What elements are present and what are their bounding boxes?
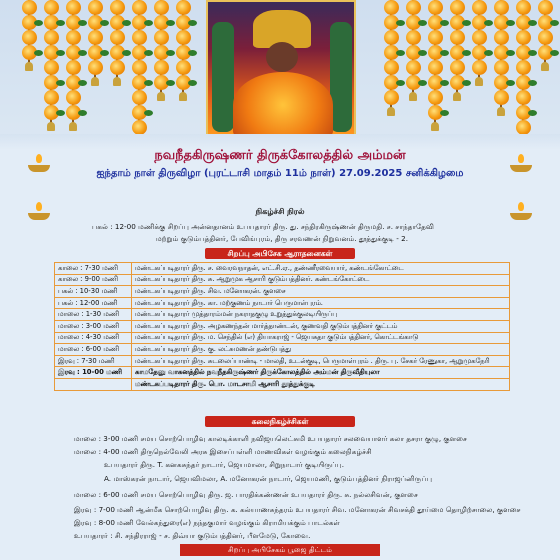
garland-leaf xyxy=(528,50,537,56)
footer-heading: சிறப்பு அபிசேகம் பூஜை திட்டம் xyxy=(180,544,380,556)
marigold-flower xyxy=(450,30,465,45)
cultural-line: இரவு : 8-00 மணி வேல்கந்துரை(எ) நந்தகுமார் வழங்கும் கிராமியக்கும் பாடல்கள் xyxy=(74,518,341,527)
garland-leaf xyxy=(78,50,87,56)
garland-leaf xyxy=(484,20,493,26)
garland-leaf xyxy=(506,50,515,56)
marigold-flower xyxy=(538,30,553,45)
bell-icon xyxy=(179,92,187,101)
schedule-desc: மண்டகப்படிதாரர் திரு. ம. செந்தில் (எ) தியாகராஜ் - ஜெயசுதா குடும்பத்தினர், கொட்டங்காடு xyxy=(132,332,510,344)
deity-image xyxy=(206,0,356,138)
bell-icon xyxy=(69,122,77,131)
marigold-flower xyxy=(44,60,59,75)
marigold-flower xyxy=(516,90,531,105)
garland-leaf xyxy=(462,20,471,26)
deity-garland xyxy=(233,72,333,138)
schedule-row xyxy=(55,378,510,390)
marigold-flower xyxy=(384,60,399,75)
schedule-desc: காமதேனு வாகனத்தில் நவநீதகிருஷ்ணர் திருக்கோலத்தில் அம்மன் திருவீதியுலா xyxy=(132,367,510,379)
marigold-flower xyxy=(494,90,509,105)
annadanam-line1: பகல் : 12-00 மணிக்கு சிறப்பு அன்னதானம் உபயதாரர் திரு. து. சந்திரகிருஷ்ணன் திருமதி. ச. சாந்தாதேவி xyxy=(92,222,435,231)
marigold-flower xyxy=(494,0,509,15)
schedule-desc: மண்டகப்படிதாரர் திரு. கா. மற்குணம் நாடார் பெருமாள்புரம். xyxy=(132,297,510,309)
marigold-flower xyxy=(428,30,443,45)
schedule-time: மாலை : 1-30 மணி xyxy=(55,309,132,321)
marigold-flower xyxy=(472,30,487,45)
schedule-desc: மண்டகப்படிதாரர் திரு. ச. வைரவநாதன், எட்.சி.ஏ., தண்ணீரவையார், கண்டங்கோட்டை xyxy=(132,263,510,275)
schedule-time: இரவு : 7-30 மணி xyxy=(55,355,132,367)
schedule-row xyxy=(55,297,510,309)
marigold-flower xyxy=(176,30,191,45)
garland-leaf xyxy=(440,110,449,116)
cultural-line: உபயதாரர் திரு. T. கனகசுந்தர் நாடார், ஜெயமாலா, சிறுநாடார் குடியிருப்பு. xyxy=(104,460,344,469)
marigold-flower xyxy=(406,60,421,75)
annadanam-line2: மற்றும் குடும்பத்தினர், பேவிங்புரம், திரு சரவணன் நிறுவனம். தூத்துக்குடி - 2. xyxy=(156,234,408,243)
garland-leaf xyxy=(188,50,197,56)
marigold-flower xyxy=(384,30,399,45)
cultural-line: மாலை : 4-00 மணி திருநெல்வேலி அரசு இசைப்பள்ளி மாணவிகள் வழங்கும் கலைநிகழ்ச்சி xyxy=(74,447,372,456)
marigold-flower xyxy=(406,30,421,45)
garland-leaf xyxy=(550,20,559,26)
marigold-flower xyxy=(110,30,125,45)
marigold-flower xyxy=(428,60,443,75)
garland-leaf xyxy=(396,80,405,86)
schedule-row xyxy=(55,263,510,275)
bell-icon xyxy=(497,107,505,116)
schedule-desc: மண்டகப்படிதாரர் திரு. சிவ. மனோகரன். குளசை xyxy=(132,286,510,298)
decor-right xyxy=(330,22,352,132)
marigold-flower xyxy=(44,0,59,15)
decor-left xyxy=(212,22,234,132)
marigold-flower xyxy=(516,60,531,75)
schedule-time: பகல் : 10-30 மணி xyxy=(55,286,132,298)
schedule-row xyxy=(55,367,510,379)
marigold-flower xyxy=(406,0,421,15)
bell-icon xyxy=(387,107,395,116)
garland-leaf xyxy=(528,80,537,86)
schedule-time: மாலை : 4-30 மணி xyxy=(55,332,132,344)
marigold-flower xyxy=(472,0,487,15)
bell-icon xyxy=(409,92,417,101)
bell-icon xyxy=(431,122,439,131)
marigold-flower xyxy=(88,30,103,45)
marigold-flower xyxy=(110,0,125,15)
garland-leaf xyxy=(144,110,153,116)
marigold-flower xyxy=(384,0,399,15)
marigold-flower xyxy=(516,120,531,135)
cultural-heading: கலைநிகழ்ச்சிகள் xyxy=(205,416,355,427)
cultural-line: உபயதாரர் : சி. சந்திரராஜ் - ச. திவ்யா குடும்பத்தினர், பீளமேடு, கோவை. xyxy=(74,531,311,540)
bell-icon xyxy=(157,92,165,101)
marigold-flower xyxy=(516,30,531,45)
schedule-row xyxy=(55,286,510,298)
marigold-flower xyxy=(132,30,147,45)
garland-leaf xyxy=(122,20,131,26)
bell-icon xyxy=(541,62,549,71)
marigold-flower xyxy=(88,60,103,75)
garland-leaf xyxy=(396,20,405,26)
schedule-desc: மண்டகப்படிதாரர் திரு. கு. லட்சுமணன் தண்டுபத்து xyxy=(132,344,510,356)
garland-leaf xyxy=(78,80,87,86)
abhishekam-heading: சிறப்பு அபிசேக ஆராதனைகள் xyxy=(205,248,355,259)
garland-leaf xyxy=(188,80,197,86)
marigold-flower xyxy=(132,60,147,75)
marigold-flower xyxy=(132,120,147,135)
garland-leaf xyxy=(166,20,175,26)
garland-leaf xyxy=(440,20,449,26)
marigold-flower xyxy=(22,30,37,45)
garland-leaf xyxy=(166,80,175,86)
garland-leaf xyxy=(550,50,559,56)
marigold-flower xyxy=(538,0,553,15)
schedule-row xyxy=(55,274,510,286)
garland-leaf xyxy=(462,50,471,56)
garland-leaf xyxy=(144,50,153,56)
garland-leaf xyxy=(78,20,87,26)
marigold-flower xyxy=(450,60,465,75)
schedule-time: பகல் : 12-00 மணி xyxy=(55,297,132,309)
bell-icon xyxy=(91,77,99,86)
schedule-table xyxy=(54,262,510,391)
schedule-row xyxy=(55,332,510,344)
marigold-flower xyxy=(176,0,191,15)
garland-leaf xyxy=(166,50,175,56)
garland-leaf xyxy=(34,50,43,56)
schedule-desc: மண்டகப்படிதாரர் திரு. சு. ஆறுமுக ஆசாரி குடும்பத்தினர். கண்டங்கோட்டை xyxy=(132,274,510,286)
marigold-flower xyxy=(428,0,443,15)
marigold-flower xyxy=(66,0,81,15)
schedule-desc: மண்டகப்படிதாரர் திரு. பொ. மாடசாமி ஆசாரி தூத்துக்குடி xyxy=(132,378,510,390)
schedule-row xyxy=(55,355,510,367)
page-title: நவநீதகிருஷ்ணர் திருக்கோலத்தில் அம்மன் xyxy=(154,148,406,163)
marigold-flower xyxy=(88,0,103,15)
bell-icon xyxy=(25,62,33,71)
garland-leaf xyxy=(528,20,537,26)
deity-face xyxy=(266,42,298,72)
garland-leaf xyxy=(100,20,109,26)
garland-leaf xyxy=(440,50,449,56)
marigold-flower xyxy=(132,0,147,15)
garland-leaf xyxy=(144,20,153,26)
schedule-row xyxy=(55,344,510,356)
schedule-time: மாலை : 6-00 மணி xyxy=(55,344,132,356)
garland-leaf xyxy=(144,80,153,86)
garland-leaf xyxy=(418,50,427,56)
cultural-line: மாலை : 6-00 மணி சமய சொற்பொழிவு திரு. ஜ. பாரதிக்கண்ணன் உபயதாரர் திரு. சு. நல்லசிவன், குளசை xyxy=(74,490,418,499)
garland-leaf xyxy=(506,20,515,26)
program-heading: நிகழ்ச்சி நிரல் xyxy=(255,207,305,216)
marigold-flower xyxy=(110,60,125,75)
schedule-time xyxy=(55,378,132,390)
marigold-flower xyxy=(450,0,465,15)
garland-leaf xyxy=(418,20,427,26)
top-banner xyxy=(0,0,560,142)
schedule-desc: மண்டகப்படிதாரர் முத்தாரம்மன் நகராதகுழு உறுத்துக்குலடியிருப்பு xyxy=(132,309,510,321)
marigold-flower xyxy=(22,0,37,15)
garland-leaf xyxy=(56,110,65,116)
garland-leaf xyxy=(78,110,87,116)
bell-icon xyxy=(113,77,121,86)
schedule-time: இரவு : 10-00 மணி xyxy=(55,367,132,379)
garland-leaf xyxy=(56,20,65,26)
garland-leaf xyxy=(188,20,197,26)
marigold-flower xyxy=(44,30,59,45)
schedule-time: காலை : 7-30 மணி xyxy=(55,263,132,275)
garland-leaf xyxy=(484,50,493,56)
garland-leaf xyxy=(528,110,537,116)
marigold-flower xyxy=(154,30,169,45)
bell-icon xyxy=(453,92,461,101)
garland-leaf xyxy=(56,50,65,56)
garland-leaf xyxy=(418,80,427,86)
garland-leaf xyxy=(462,80,471,86)
cultural-line: மாலை : 3-00 மணி சமய சொற்பொழிவு காலடிக்காளி நவிஜயலெட்சுமி உபயதாரர் சலவையாளர் கலா தசரா குழு, குளசை xyxy=(74,434,468,443)
garland-leaf xyxy=(56,80,65,86)
bell-icon xyxy=(47,122,55,131)
marigold-flower xyxy=(472,60,487,75)
marigold-flower xyxy=(494,60,509,75)
schedule-row xyxy=(55,309,510,321)
marigold-flower xyxy=(154,0,169,15)
marigold-flower xyxy=(154,60,169,75)
marigold-flower xyxy=(384,90,399,105)
marigold-flower xyxy=(494,30,509,45)
marigold-flower xyxy=(66,30,81,45)
schedule-desc: மண்டகப்படிதாரர் திரு. அழகணந்தன் மார்த்தாண்டன், குணவதி குடும்பத்தினர் குட்டம் xyxy=(132,320,510,332)
marigold-flower xyxy=(428,90,443,105)
garland-leaf xyxy=(396,50,405,56)
bell-icon xyxy=(475,77,483,86)
garland-leaf xyxy=(122,50,131,56)
schedule-row xyxy=(55,320,510,332)
cultural-line: A. மாஸ்கரன் நாடார், ஜெயவிமலா, A. மனோகரன் நாடார், ஜெயமணி, குடும்பத்தினர் நிராஜப்னிருப்பு xyxy=(104,474,433,483)
page-subtitle: ஐந்தாம் நாள் திருவிழா (புரட்டாசி மாதம் 11ம் நாள்) 27.09.2025 சனிக்கிழமை xyxy=(96,168,464,179)
schedule-time: மாலை : 3-00 மணி xyxy=(55,320,132,332)
schedule-time: காலை : 9-00 மணி xyxy=(55,274,132,286)
schedule-desc: மண்டகப்படிதாரர் திரு. சுடலைப்பாண்டி - மாலதி, உடன்குடி, பெருமாள்புரம் . திரு. பு. சேகர் ரேணுகா, ஆறுமுகநேரி xyxy=(132,355,510,367)
marigold-flower xyxy=(176,60,191,75)
garland-leaf xyxy=(440,80,449,86)
garland-leaf xyxy=(100,50,109,56)
marigold-flower xyxy=(66,90,81,105)
garland-leaf xyxy=(506,80,515,86)
marigold-flower xyxy=(66,60,81,75)
marigold-flower xyxy=(516,0,531,15)
marigold-flower xyxy=(44,90,59,105)
cultural-line: இரவு : 7-00 மணி ஆன்மீக சொற்பொழிவு திரு. க. கல்யாணசுந்தரம் உபயதாரர் சிவ. மனோகரன் சிவசக்தி தூய்மை தொழிற்சாலை, குளசை xyxy=(74,505,521,514)
garland-leaf xyxy=(34,20,43,26)
marigold-flower xyxy=(132,90,147,105)
